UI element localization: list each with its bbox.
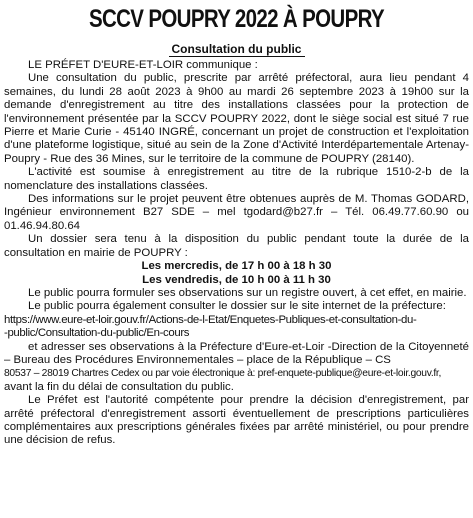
register-paragraph: Le public pourra formuler ses observations sur un registre ouvert, à cet effet, en mairie. — [28, 286, 467, 299]
subtitle-underline — [169, 56, 305, 57]
prefecture-url-line2: -public/Consultation-du-public/En-cours — [4, 327, 190, 340]
prefecture-url-line1: https://www.eure-et-loir.gouv.fr/Actions-de-l-Etat/Enquetes-Publiques-et-consultation-du- — [4, 313, 417, 326]
notice-title: SCCV POUPRY 2022 À POUPRY — [88, 5, 384, 33]
observations-deadline: avant la fin du délai de consultation du public. — [4, 380, 234, 393]
consultation-paragraph: Une consultation du public, prescrite par arrêté préfectoral, aura lieu pendant 4 semaines, du lundi 28 août 2023 à 9h00 au mardi 26 septembre 2023 à 19h00 sur la demande d'enregistrement au titre des installations classées pour la protection de l'environnement présentée par la SCCV POUPRY 2022, dont le siège social est situé 7 rue Pierre et Marie Curie - 45140 INGRÉ, concernant un projet de construction et l'exploitation d'une plateforme logistique, situé au sein de la Zone d'Activité Interdépartementale Artenay-Poupry - Rue des 36 Mines, sur le territoire de la commune de POUPRY (28140). — [4, 72, 469, 165]
dossier-paragraph: Un dossier sera tenu à la disposition du public pendant toute la durée de la consultation en mairie de POUPRY : — [4, 233, 469, 259]
schedule-wednesday: Les mercredis, de 17 h 00 à 18 h 30 — [141, 260, 332, 273]
website-paragraph: Le public pourra également consulter le dossier sur le site internet de la préfecture: — [28, 300, 446, 313]
contact-paragraph: Des informations sur le projet peuvent être obtenues auprès de M. Thomas GODARD, Ingénieur environnement B27 SDE – mel tgodard@b27.fr – Tél. 06.49.77.60.90 ou 01.46.94.80.64 — [4, 193, 469, 232]
observations-paragraph: et adresser ses observations à la Préfecture d'Eure-et-Loir -Direction de la Citoyenneté – Bureau des Procédures Environnementales – place de la République – CS — [4, 340, 469, 366]
observations-address-line: 80537 – 28019 Chartres Cedex ou par voie électronique à: pref-enquete-publique@eure-et-loir.gouv.fr, — [4, 368, 442, 380]
notice-subtitle: Consultation du public — [171, 42, 302, 56]
prefect-intro: LE PRÉFET D'EURE-ET-LOIR communique : — [28, 59, 258, 71]
decision-paragraph: Le Préfet est l'autorité compétente pour prendre la décision d'enregistrement, par arrêté préfectoral d'enregistrement assorti éventuellement de prescriptions particulières complémentaires aux prescriptions générales fixées par arrêté ministériel, ou pour prendre une décision de refus. — [4, 394, 469, 447]
schedule-friday: Les vendredis, de 10 h 00 à 11 h 30 — [142, 273, 331, 286]
activity-paragraph: L'activité est soumise à enregistrement au titre de la rubrique 1510-2-b de la nomenclature des installations classées. — [4, 166, 469, 192]
